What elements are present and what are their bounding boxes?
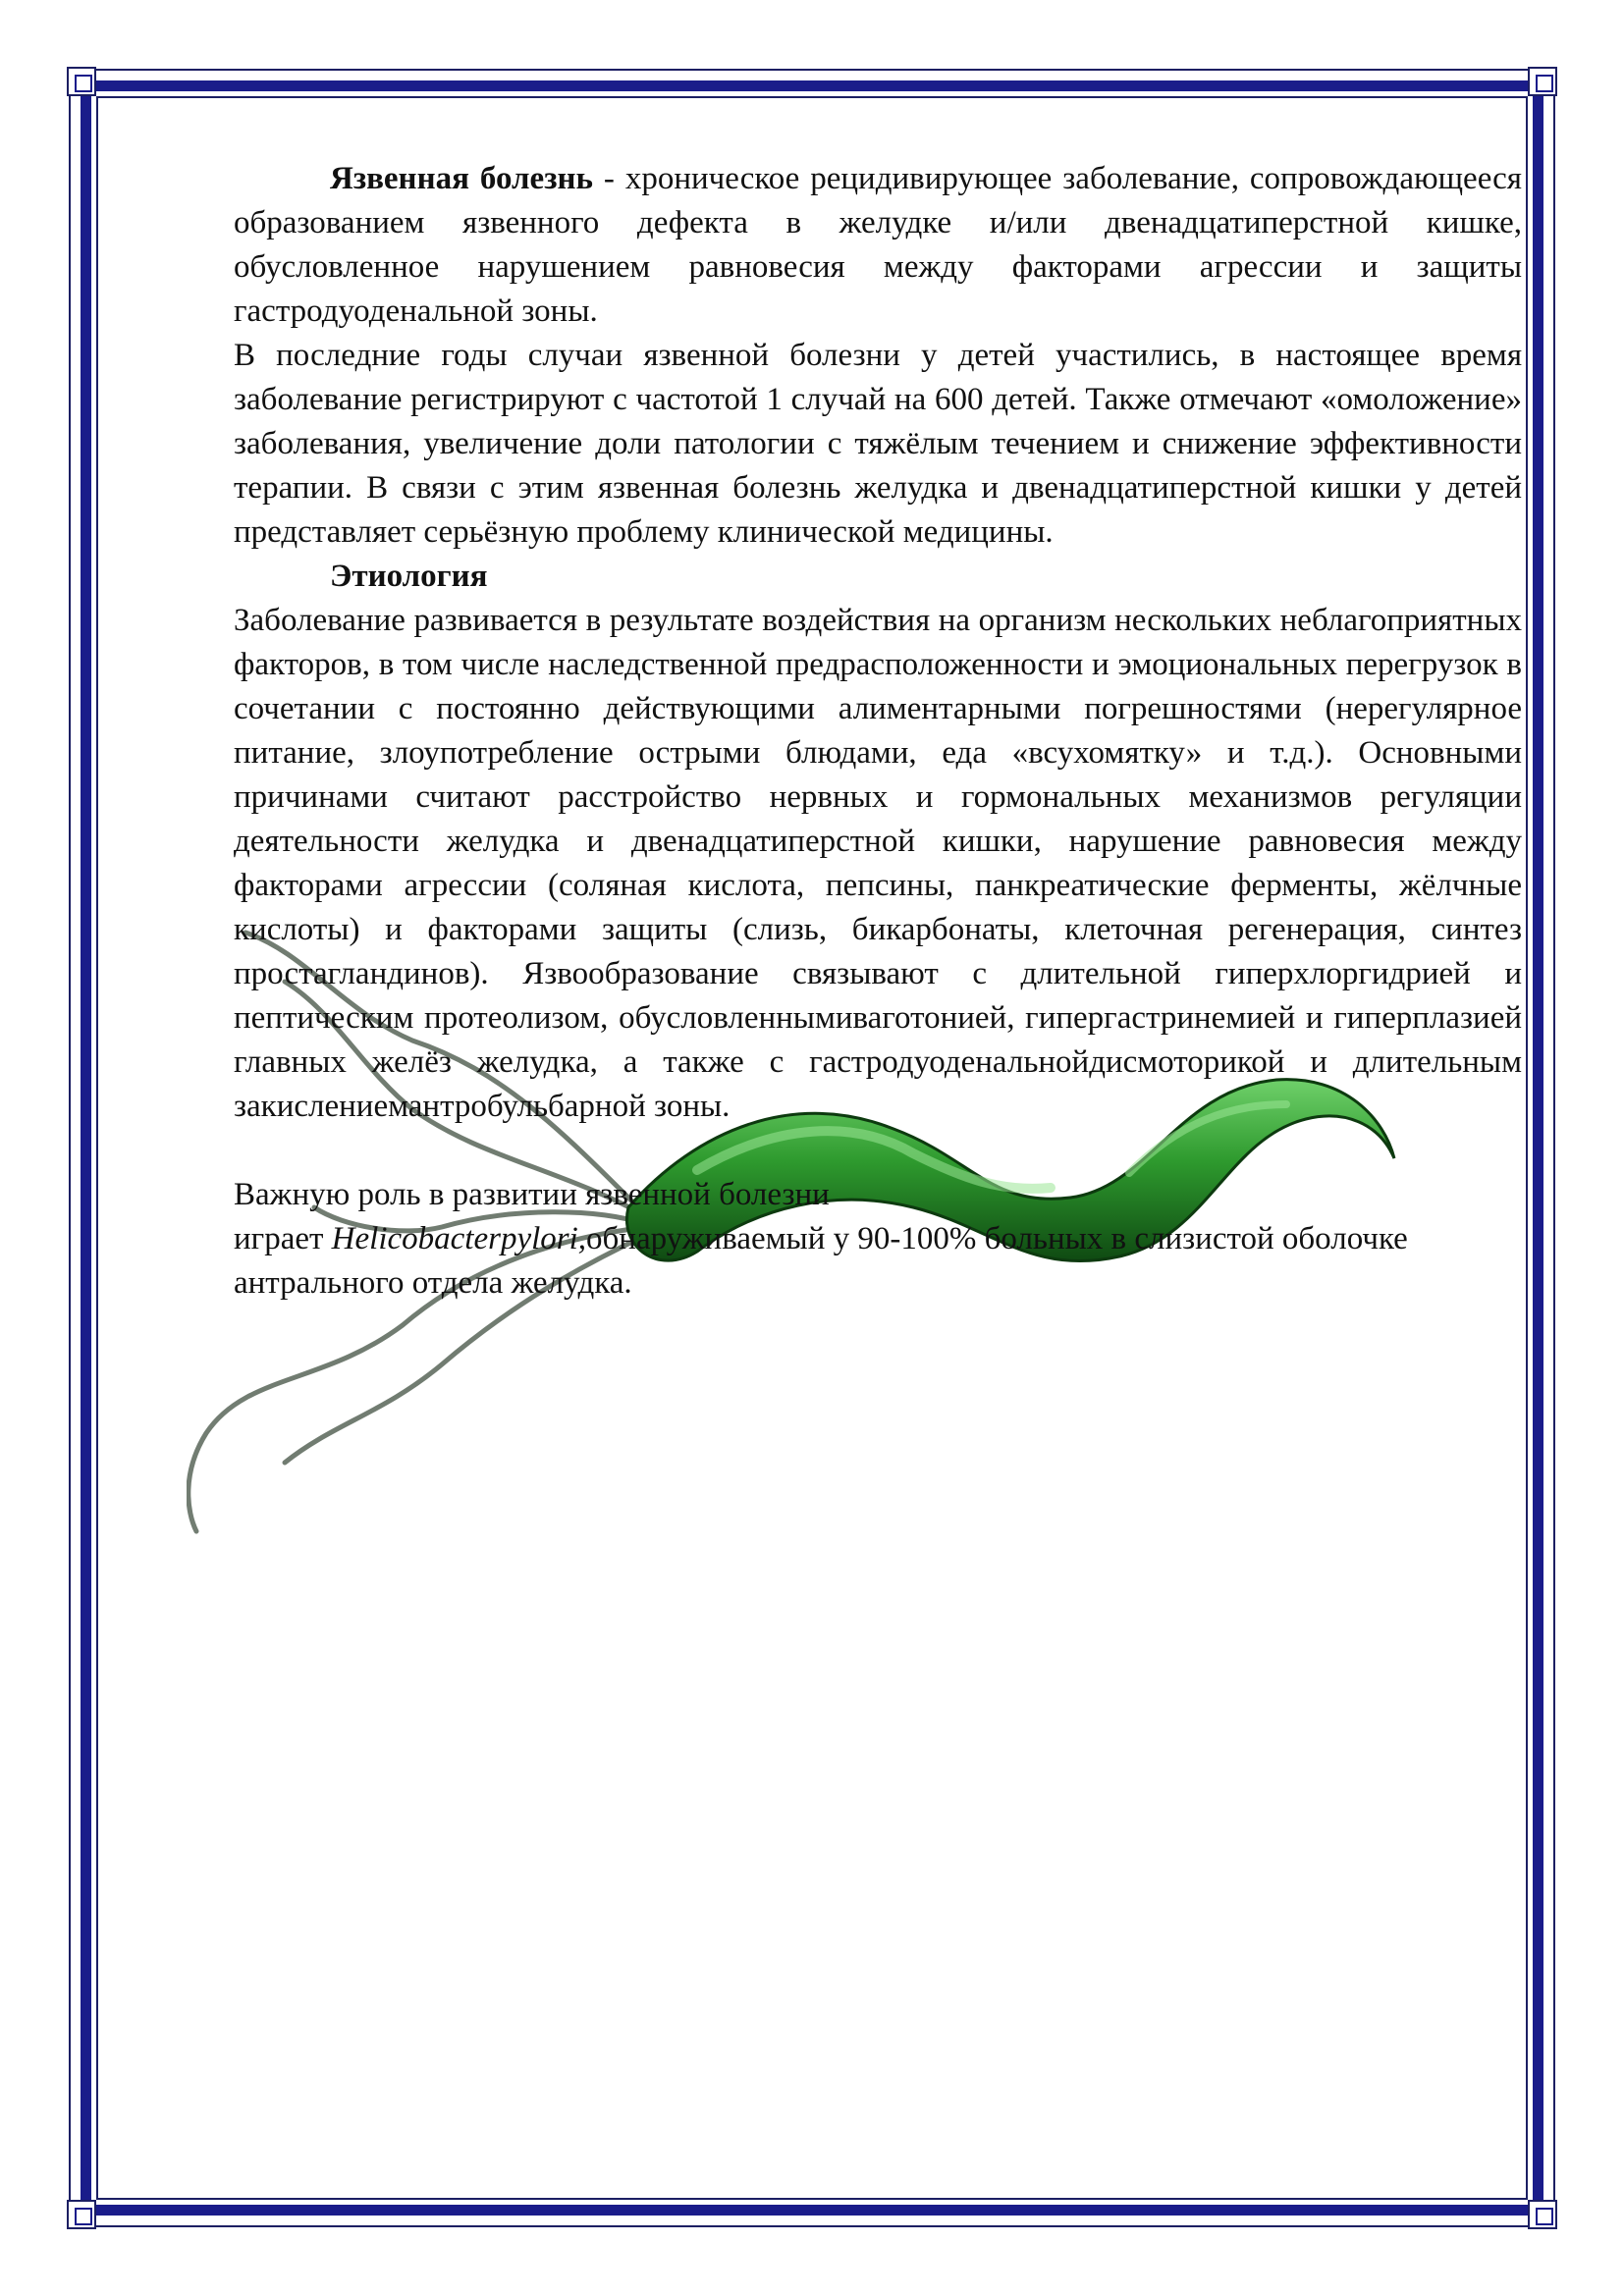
- etiology-heading: Этиология: [330, 559, 488, 594]
- frame-corner-ornament: [67, 67, 96, 96]
- frame-corner-ornament: [1528, 2200, 1557, 2229]
- helicobacter-intro-line: Важную роль в развитии язвенной болезни: [234, 1177, 830, 1212]
- intro-paragraph: [234, 157, 1522, 334]
- frame-corner-ornament: [1528, 67, 1557, 96]
- organism-name: Helicobacterpylori,: [331, 1221, 587, 1256]
- helicobacter-paragraph: играет Helicobacterpylori,обнаруживаемый у 90-100% больных в слизистой оболочке антрального отдела желудка.: [234, 1221, 1408, 1301]
- frame-corner-ornament: [67, 2200, 96, 2229]
- definition-text: - хроническое рецидивирующее заболевание, сопровождающееся образованием язвенного дефекта в желудке и/или двенадцатиперстной кишке, обусловленное нарушением равновесия между факторами агрессии и защиты гастродуоденальной зоны.: [234, 161, 1522, 329]
- document-body: [234, 157, 1522, 1306]
- prevalence-paragraph: В последние годы случаи язвенной болезни у детей участились, в настоящее время заболевание регистрируют с частотой 1 случай на 600 детей. Также отмечают «омоложение» заболевания, увеличение доли патологии с тяжёлым течением и снижение эффективности терапии. В связи с этим язвенная болезнь желудка и двенадцатиперстной кишки у детей представляет серьёзную проблему клинической медицины.: [234, 338, 1522, 550]
- term-ulcer-disease: Язвенная болезнь: [330, 161, 593, 196]
- etiology-paragraph: Заболевание развивается в результате воздействия на организм нескольких неблагоприятных факторов, в том числе наследственной предрасположенности и эмоциональных перегрузок в сочетании с постоянно действующими алиментарными погрешностями (нерегулярное питание, злоупотребление острыми блюдами, еда «всухомятку» и т.д.). Основными причинами считают расстройство нервных и гормональных механизмов регуляции деятельности желудка и двенадцатиперстной кишки, нарушение равновесия между факторами агрессии (соляная кислота, пепсины, панкреатические ферменты, жёлчные кислоты) и факторами защиты (слизь, бикарбонаты, клеточная регенерация, синтез простагландинов). Язвообразование связывают с длительной гиперхлоргидрией и пептическим протеолизом, обусловленнымиваготонией, гипергастринемией и гиперплазией главных желёз желудка, а также с гастродуоденальнойдисмоторикой и длительным закислениемантробульбарной зоны.: [234, 603, 1522, 1124]
- spacer: [234, 1129, 1522, 1173]
